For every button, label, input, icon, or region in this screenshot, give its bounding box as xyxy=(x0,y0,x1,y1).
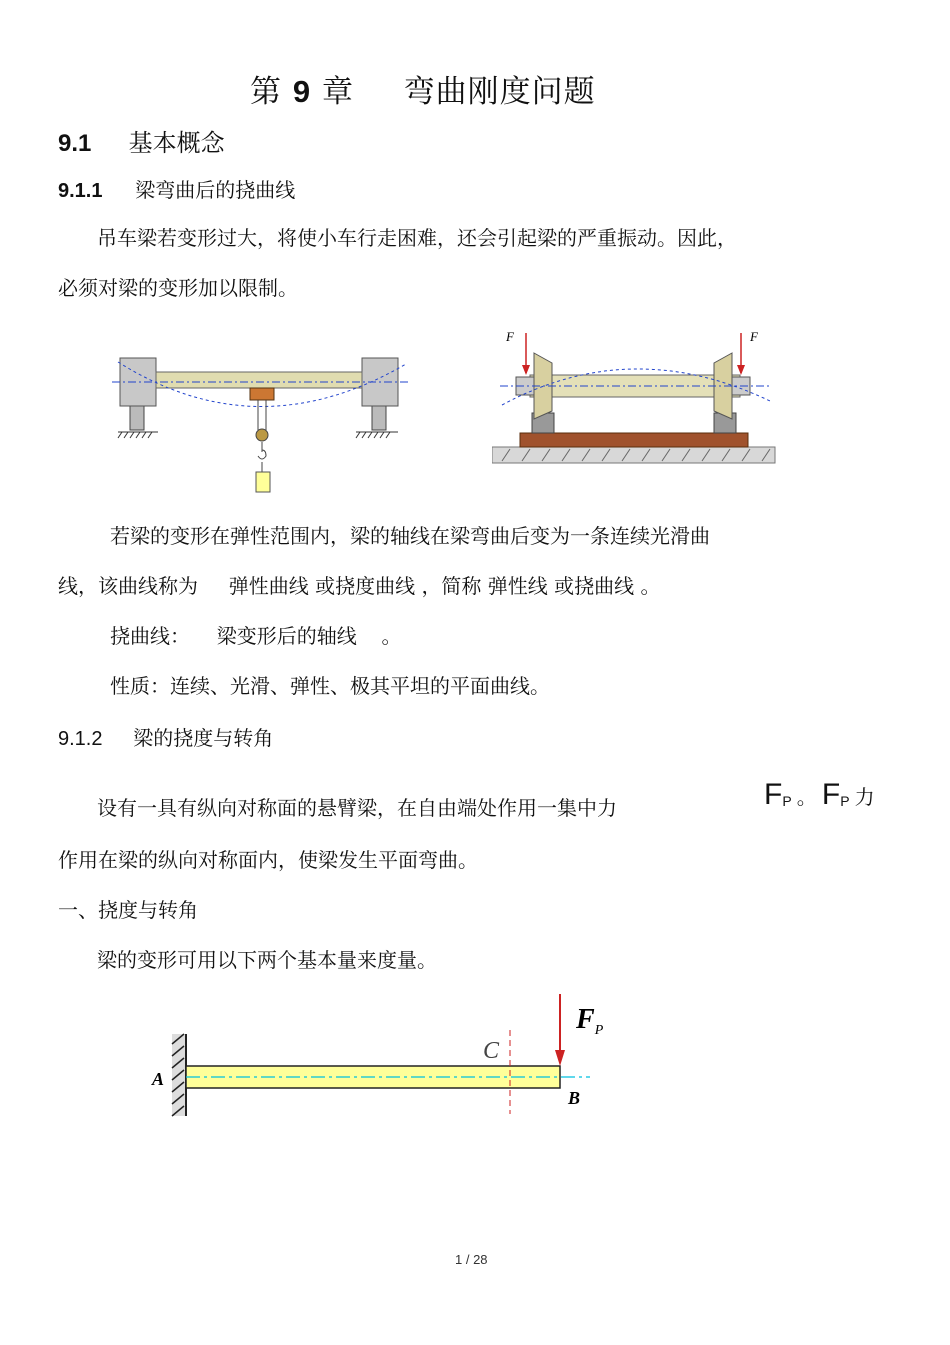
fp-symbol-2 xyxy=(822,778,850,811)
subsection-number: 9.1.2 xyxy=(58,728,103,750)
fp-letter: F xyxy=(764,778,783,811)
definition-text: 梁变形后的轴线 xyxy=(216,624,357,648)
paragraph-2-line-2 xyxy=(58,570,661,599)
section-title: 基本概念 xyxy=(128,129,225,157)
text-segment: 或挠度曲线 xyxy=(315,574,416,598)
page-number: 1 / 28 xyxy=(455,1252,488,1267)
tail-text: 力 xyxy=(854,785,875,809)
paragraph-3-line-1: 设有一具有纵向对称面的悬臂梁，在自由端处作用一集中力 xyxy=(97,796,617,820)
label-c: C xyxy=(483,1038,500,1064)
text-segment: 。 xyxy=(640,574,661,598)
label-a: A xyxy=(152,1069,165,1089)
fp-subscript: P xyxy=(840,793,850,809)
cantilever-figure xyxy=(148,990,618,1125)
section-9-1-2-heading xyxy=(58,722,273,751)
paragraph-3-line-2: 作用在梁的纵向对称面内，使梁发生平面弯曲。 xyxy=(58,848,478,872)
chapter-suffix: 章 xyxy=(321,74,354,110)
chapter-number: 9 xyxy=(292,74,312,109)
paragraph-1-line-2: 必须对梁的变形加以限制。 xyxy=(58,276,298,300)
crane-beam-figure xyxy=(108,350,418,498)
section-number: 9.1 xyxy=(58,130,92,157)
paragraph-1-line-1: 吊车梁若变形过大，将使小车行走困难，还会引起梁的严重振动。因此， xyxy=(97,226,737,250)
chapter-title-text: 弯曲刚度问题 xyxy=(403,74,596,110)
subsection-title: 梁弯曲后的挠曲线 xyxy=(135,178,296,202)
force-label-right: F xyxy=(750,329,758,344)
section-9-1-1-heading xyxy=(58,174,295,203)
fp-letter: F xyxy=(576,1004,595,1035)
fp-letter: F xyxy=(821,778,841,811)
subsection-number: 9.1.1 xyxy=(58,180,103,202)
force-label-left: F xyxy=(506,329,514,344)
label-b: B xyxy=(568,1088,581,1108)
definition-end: 。 xyxy=(381,624,402,648)
chapter-title xyxy=(250,66,596,111)
text-segment: ，简称 xyxy=(421,574,482,598)
term-elastic-curve: 弹性曲线 xyxy=(228,574,309,598)
property-line: 性质：连续、光滑、弹性、极其平坦的平面曲线。 xyxy=(110,674,550,698)
fp-subscript: P xyxy=(782,793,792,809)
text-segment: 线，该曲线称为 xyxy=(58,574,198,598)
label-fp xyxy=(575,1004,604,1038)
left-support xyxy=(118,432,158,438)
term-elastic-line: 弹性线 xyxy=(487,574,548,598)
fp-subscript: P xyxy=(594,1023,604,1038)
paragraph-2-line-1: 若梁的变形在弹性范围内，梁的轴线在梁弯曲后变为一条连续光滑曲 xyxy=(110,524,710,548)
text-segment: 或挠曲线 xyxy=(554,574,635,598)
separator: 。 xyxy=(796,785,817,809)
section-9-1-heading xyxy=(58,123,225,158)
chapter-prefix: 第 xyxy=(250,74,282,110)
axle-figure xyxy=(492,325,777,465)
subsection-title: 梁的挠度与转角 xyxy=(133,726,274,750)
right-support xyxy=(356,432,398,438)
fp-symbol-1 xyxy=(764,778,792,811)
paragraph-4: 梁的变形可用以下两个基本量来度量。 xyxy=(97,948,437,972)
definition-line xyxy=(110,620,401,649)
definition-label: 挠曲线： xyxy=(110,624,190,648)
sub-heading: 一、挠度与转角 xyxy=(58,898,198,922)
force-fp-inline xyxy=(764,778,875,812)
